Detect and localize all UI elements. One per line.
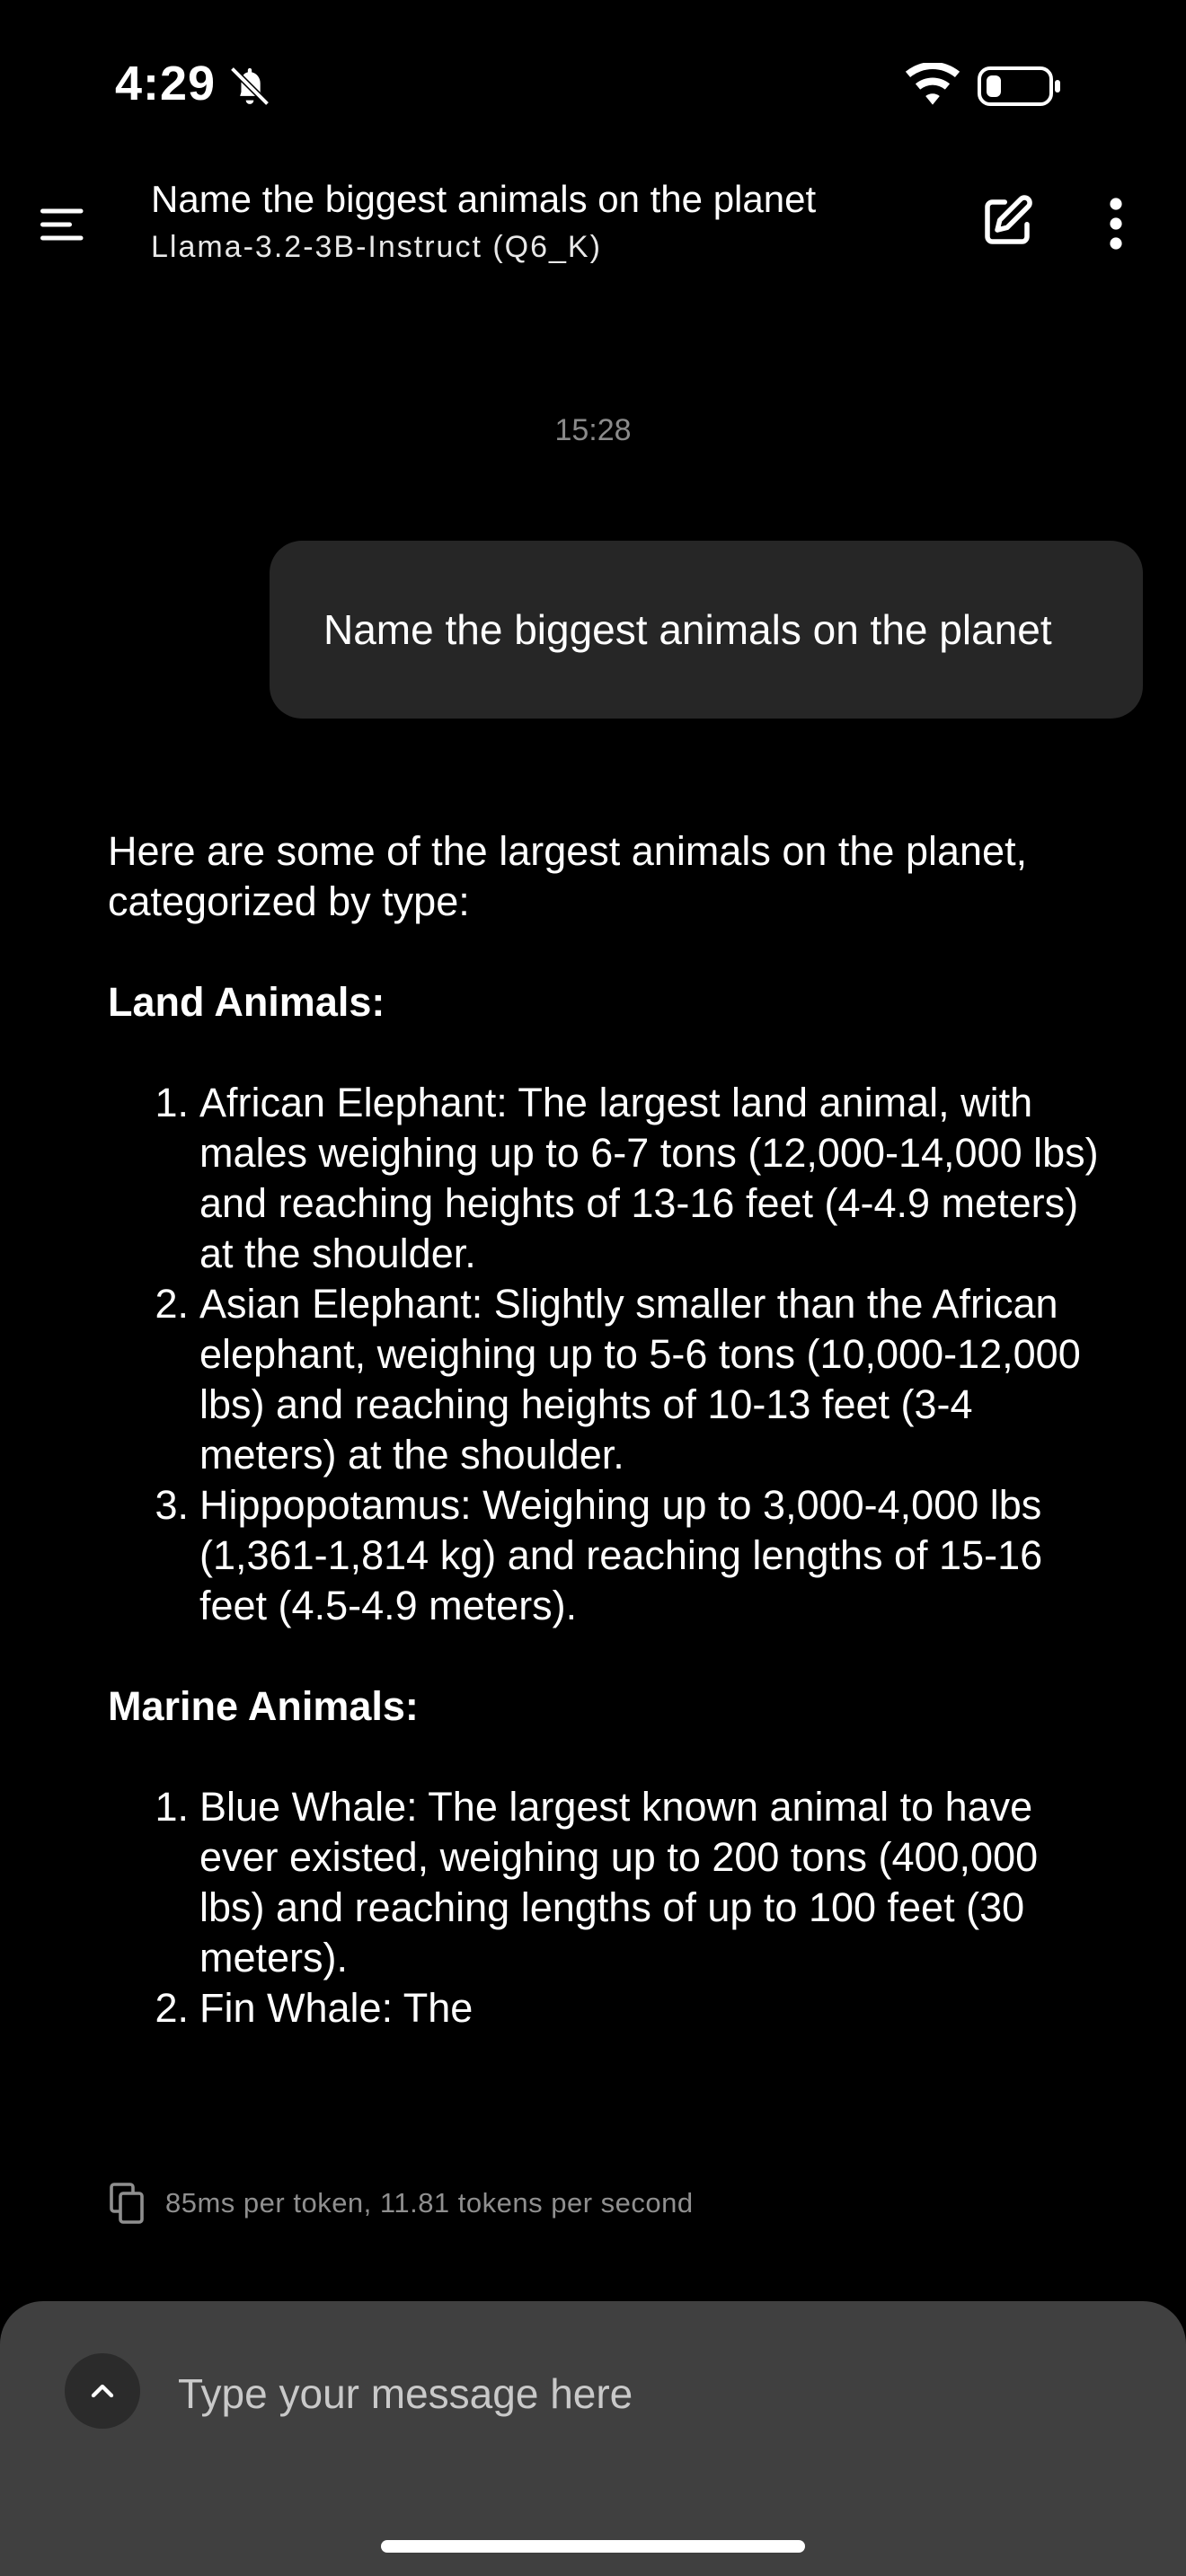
list-item-text: Blue Whale: The largest known animal to have ever existed, weighing up to 200 tons (400,000 lbs) and reaching lengths of up to 100 feet (30 meters).	[199, 1784, 1039, 1981]
chat-title: Name the biggest animals on the planet	[151, 178, 817, 220]
land-animals-list	[108, 1078, 1105, 1631]
list-item-number: 2.	[155, 1985, 189, 2031]
list-item-number: 1.	[155, 1784, 189, 1830]
model-name[interactable]: Llama-3.2-3B-Instruct (Q6_K)	[151, 230, 602, 264]
home-indicator[interactable]	[381, 2540, 805, 2553]
status-bar	[0, 0, 1186, 171]
list-item-number: 1.	[155, 1080, 189, 1125]
list-item	[108, 1279, 1105, 1480]
expand-button[interactable]	[65, 2353, 140, 2429]
list-item-text: Hippopotamus: Weighing up to 3,000-4,000 lbs (1,361-1,814 kg) and reaching lengths of 15-16 feet (4.5-4.9 meters).	[199, 1482, 1043, 1628]
section-heading: Land Animals:	[108, 979, 385, 1025]
user-message-text: Name the biggest animals on the planet	[323, 606, 1052, 653]
chevron-up-icon	[84, 2373, 120, 2409]
list-item-text: Fin Whale: The	[199, 1985, 474, 2031]
assistant-intro: Here are some of the largest animals on the planet, categorized by type:	[108, 828, 1028, 924]
list-item	[108, 1782, 1105, 1983]
generation-stats	[108, 2181, 694, 2226]
menu-icon[interactable]	[36, 198, 90, 251]
marine-animals-list	[108, 1782, 1105, 2033]
list-item-number: 3.	[155, 1482, 189, 1528]
list-item	[108, 1078, 1105, 1279]
status-time: 4:29	[115, 57, 217, 110]
list-item-text: Asian Elephant: Slightly smaller than the African elephant, weighing up to 5-6 tons (10,000-12,000 lbs) and reaching heights of 10-13 feet (3-4 meters) at the shoulder.	[199, 1281, 1081, 1478]
battery-icon	[978, 66, 1064, 106]
chat-header	[0, 171, 1186, 359]
section-heading: Marine Animals:	[108, 1683, 419, 1729]
edit-icon[interactable]	[978, 192, 1037, 251]
copy-icon[interactable]	[108, 2182, 146, 2225]
list-item	[108, 1983, 1105, 2033]
assistant-message	[108, 826, 1105, 2033]
message-input[interactable]	[176, 2357, 1078, 2430]
user-message-bubble[interactable]	[270, 541, 1143, 719]
stats-text: 85ms per token, 11.81 tokens per second	[165, 2187, 694, 2219]
list-item-text: African Elephant: The largest land animal, with males weighing up to 6-7 tons (12,000-14,000 lbs) and reaching heights of 13-16 feet (4-4.9 meters) at the shoulder.	[199, 1080, 1099, 1276]
wifi-icon	[903, 63, 962, 110]
list-item	[108, 1480, 1105, 1631]
list-item-number: 2.	[155, 1281, 189, 1327]
message-timestamp: 15:28	[554, 413, 632, 447]
bell-off-icon	[226, 63, 273, 110]
more-vertical-icon[interactable]	[1096, 194, 1136, 253]
message-composer	[0, 2301, 1186, 2576]
